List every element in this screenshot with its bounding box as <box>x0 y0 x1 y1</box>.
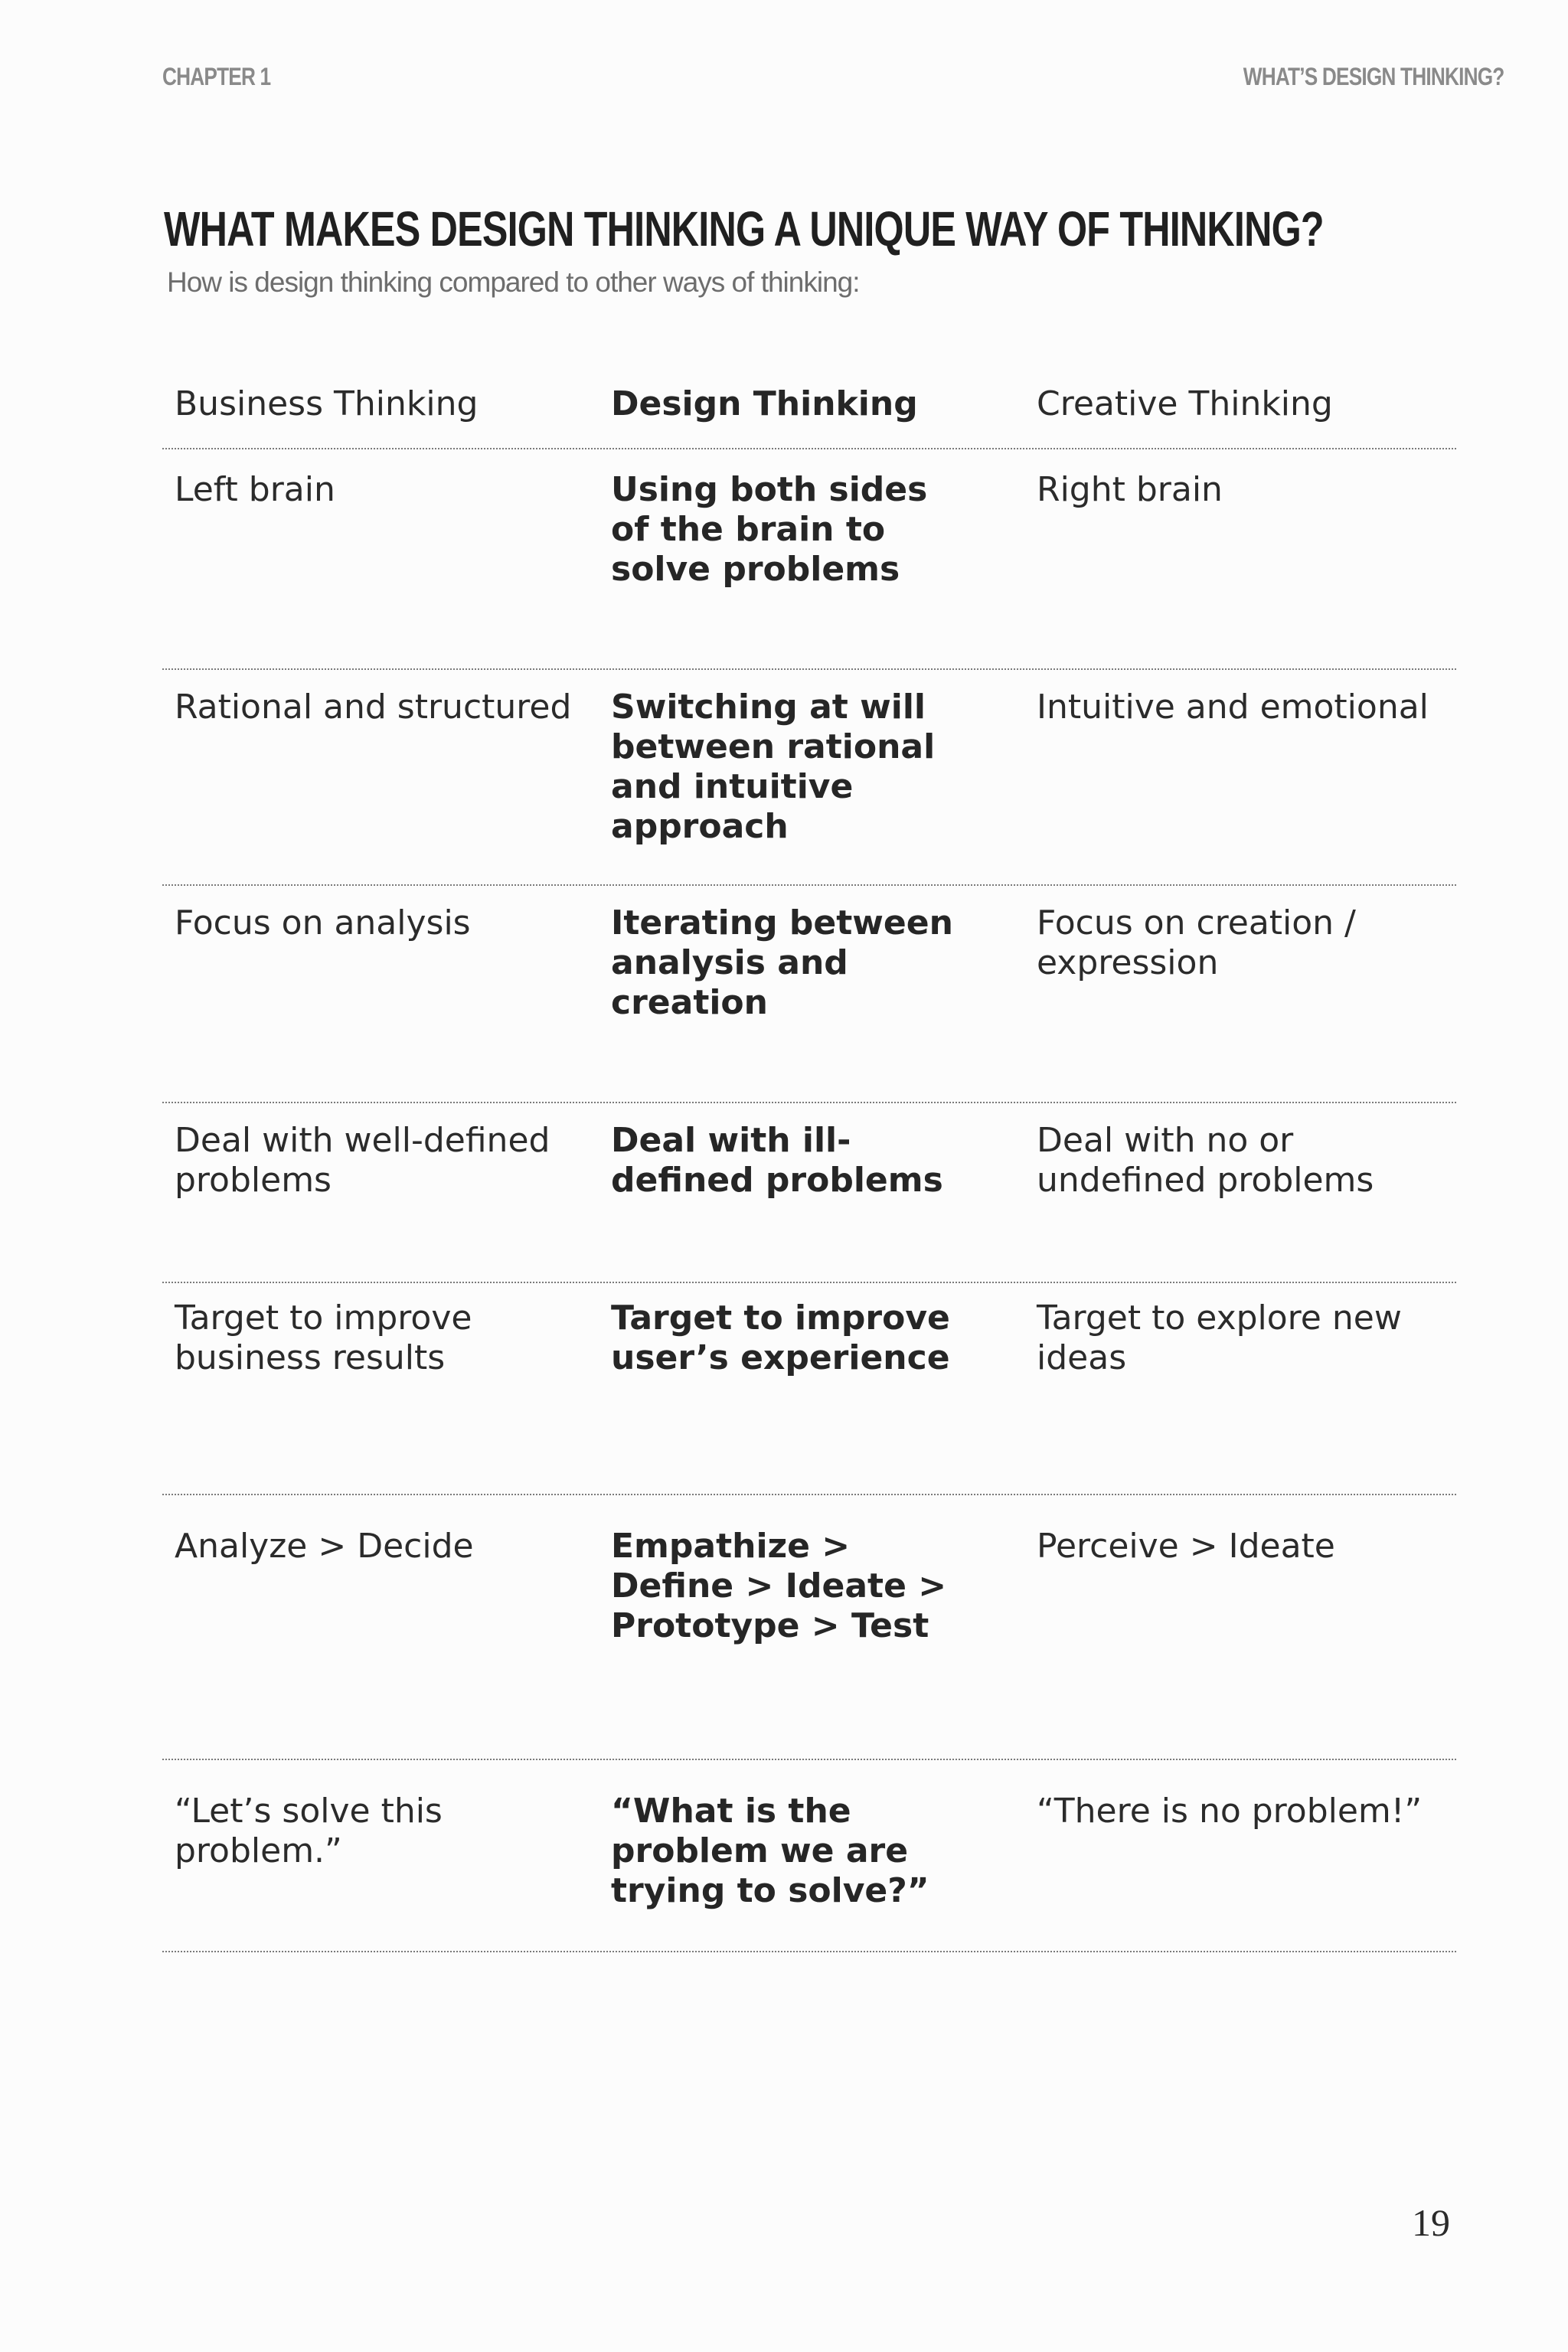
business-cell: Analyze > Decide <box>175 1527 474 1566</box>
design-cell: “What is the problem we are trying to solve?” <box>611 1792 929 1910</box>
business-cell: Target to improve business results <box>175 1298 472 1377</box>
creative-cell: Right brain <box>1037 470 1223 509</box>
business-cell: “Let’s solve this problem.” <box>175 1792 443 1870</box>
design-cell: Iterating between analysis and creation <box>611 903 953 1022</box>
design-cell: Using both sides of the brain to solve problems <box>611 470 928 589</box>
creative-cell: Deal with no or undefined problems <box>1037 1121 1374 1200</box>
row-divider <box>162 448 1456 449</box>
design-cell: Deal with ill-defined problems <box>611 1121 943 1200</box>
page-subtitle: How is design thinking compared to other ways of thinking: <box>167 266 860 298</box>
creative-cell: Intuitive and emotional <box>1037 688 1429 727</box>
header-business-thinking: Business Thinking <box>175 384 479 423</box>
creative-cell: Perceive > Ideate <box>1037 1527 1335 1566</box>
header-creative-thinking: Creative Thinking <box>1037 384 1333 423</box>
page-title: WHAT MAKES DESIGN THINKING A UNIQUE WAY OF THINKING? <box>164 201 1324 256</box>
creative-cell: “There is no problem!” <box>1037 1792 1423 1831</box>
page-number: 19 <box>1412 2201 1450 2244</box>
business-cell: Deal with well-defined problems <box>175 1121 550 1200</box>
header-design-thinking: Design Thinking <box>611 384 918 423</box>
design-cell: Target to improve user’s experience <box>611 1298 950 1377</box>
running-head-section: WHAT’S DESIGN THINKING? <box>1243 63 1504 90</box>
creative-cell: Focus on creation / expression <box>1037 903 1356 982</box>
business-cell: Focus on analysis <box>175 903 471 942</box>
business-cell: Left brain <box>175 470 335 509</box>
row-divider <box>162 1282 1456 1283</box>
business-cell: Rational and structured <box>175 688 572 727</box>
design-cell: Switching at will between rational and intuitive approach <box>611 688 936 846</box>
creative-cell: Target to explore new ideas <box>1037 1298 1402 1377</box>
running-head-chapter: CHAPTER 1 <box>162 63 271 90</box>
row-divider <box>162 884 1456 886</box>
row-divider <box>162 1102 1456 1103</box>
row-divider <box>162 1494 1456 1495</box>
row-divider <box>162 1759 1456 1760</box>
row-divider <box>162 1951 1456 1952</box>
row-divider <box>162 668 1456 670</box>
design-cell: Empathize > Define > Ideate > Prototype > Test <box>611 1527 947 1645</box>
